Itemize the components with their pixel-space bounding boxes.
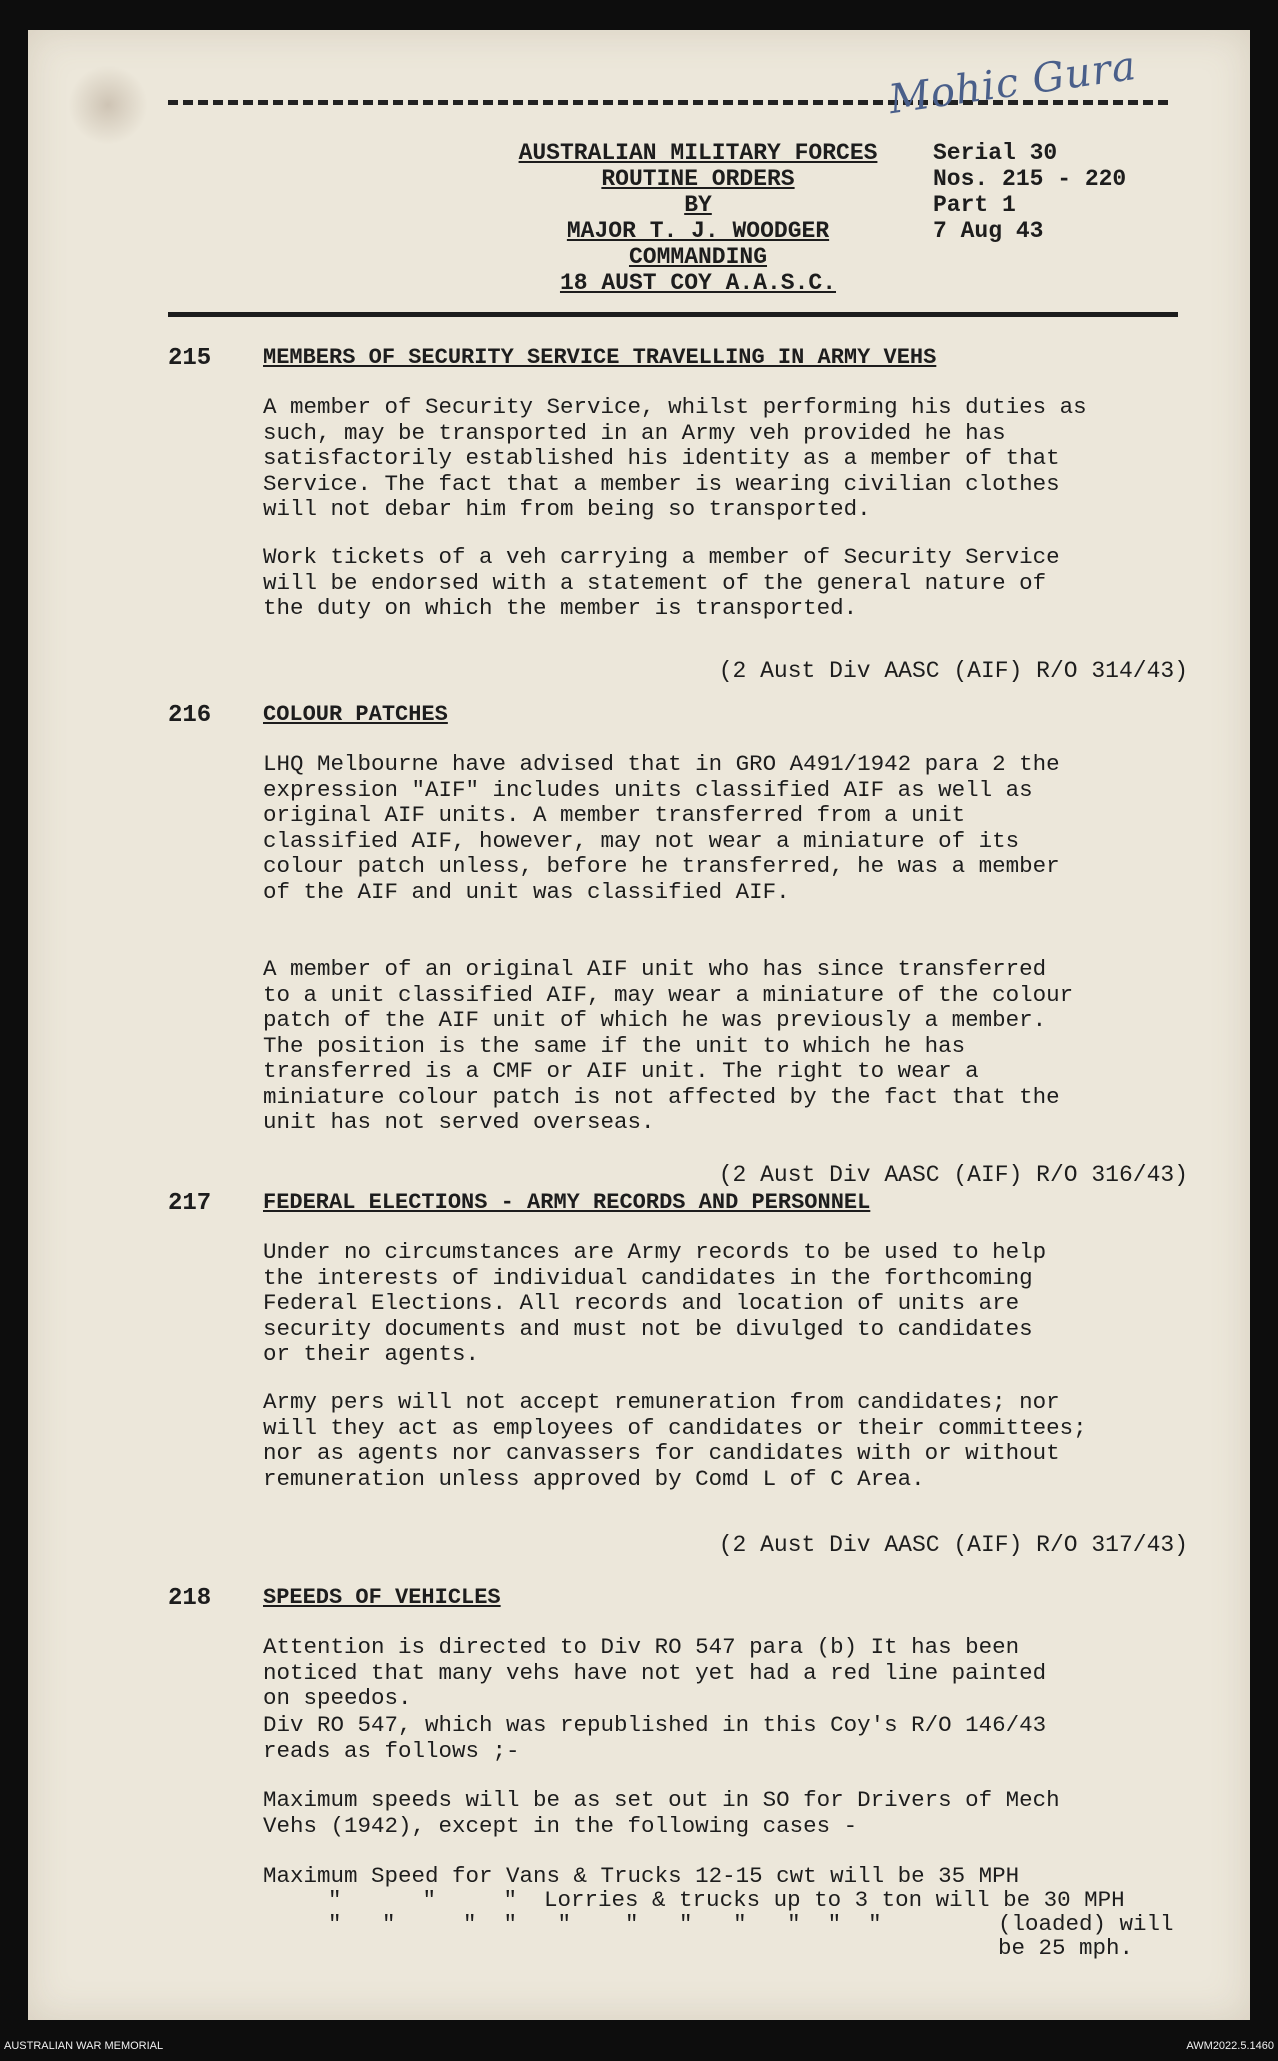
handwritten-note: Mohic Gura xyxy=(886,42,1140,124)
header-line: BY xyxy=(684,192,712,218)
header-line: COMMANDING xyxy=(628,244,768,270)
serial-block xyxy=(933,140,1126,244)
order-header xyxy=(468,140,928,296)
section-paragraph: Attention is directed to Div RO 547 para (b) It has been noticed that many vehs have not yet had a red line painted on speedos. xyxy=(263,1634,1047,1711)
section-reference: (2 Aust Div AASC (AIF) R/O 317/43) xyxy=(718,1532,1188,1558)
order-numbers: Nos. 215 - 220 xyxy=(933,166,1127,192)
speed-line: " " " Lorries & trucks up to 3 ton will be 30 MPH xyxy=(328,1887,1125,1913)
section-heading: SPEEDS OF VEHICLES xyxy=(263,1585,501,1610)
section-heading: COLOUR PATCHES xyxy=(263,702,448,727)
section-number: 217 xyxy=(168,1190,212,1217)
section-number: 216 xyxy=(168,702,212,729)
section-paragraph: Army pers will not accept remuneration from candidates; nor will they act as employees of candidates or their committees; nor as agents nor canvassers for candidates with or without remuneration unless approved by Comd L of C Area. xyxy=(263,1389,1087,1492)
section-paragraph: LHQ Melbourne have advised that in GRO A491/1942 para 2 the expression "AIF" includes units classified AIF as well as original AIF units. A member transferred from a unit classified AIF, however, may not wear a miniature of its colour patch unless, before he transferred, he was a member of the AIF and unit was classified AIF. xyxy=(263,751,1060,905)
punch-hole-mark xyxy=(68,65,148,145)
section-reference: (2 Aust Div AASC (AIF) R/O 316/43) xyxy=(718,1162,1188,1188)
speed-line: Maximum Speed for Vans & Trucks 12-15 cwt will be 35 MPH xyxy=(263,1863,1020,1889)
serial-number: Serial 30 xyxy=(933,140,1058,166)
section-paragraph: Work tickets of a veh carrying a member of Security Service will be endorsed with a statement of the general nature of the duty on which the member is transported. xyxy=(263,544,1060,621)
section-heading: MEMBERS OF SECURITY SERVICE TRAVELLING IN ARMY VEHS xyxy=(263,345,937,370)
header-line: 18 AUST COY A.A.S.C. xyxy=(559,270,837,296)
header-rule xyxy=(168,312,1178,317)
footer-left: AUSTRALIAN WAR MEMORIAL xyxy=(4,2040,164,2052)
ditto-marks: " " " " " " " " " " " xyxy=(328,1911,882,1937)
header-line: MAJOR T. J. WOODGER xyxy=(566,218,830,244)
section-number: 218 xyxy=(168,1585,212,1612)
section-paragraph: A member of Security Service, whilst performing his duties as such, may be transported in an Army veh provided he has satisfactorily established his identity as a member of that Service. The fact that a member is wearing civilian clothes will not debar him from being so transported. xyxy=(263,394,1087,522)
section-paragraph: Under no circumstances are Army records to be used to help the interests of individual candidates in the forthcoming Federal Elections. All records and location of units are security documents and must not be divulged to candidates or their agents. xyxy=(263,1239,1047,1367)
document-page xyxy=(28,30,1250,2020)
section-heading: FEDERAL ELECTIONS - ARMY RECORDS AND PERSONNEL xyxy=(263,1190,871,1215)
section-number: 215 xyxy=(168,345,212,372)
speed-line: (loaded) will xyxy=(998,1911,1174,1937)
order-date: 7 Aug 43 xyxy=(933,218,1044,244)
section-reference: (2 Aust Div AASC (AIF) R/O 314/43) xyxy=(718,658,1188,684)
part-number: Part 1 xyxy=(933,192,1016,218)
header-line: ROUTINE ORDERS xyxy=(601,166,795,192)
header-line: AUSTRALIAN MILITARY FORCES xyxy=(518,140,878,166)
section-paragraph: Maximum speeds will be as set out in SO for Drivers of Mech Vehs (1942), except in the following cases - xyxy=(263,1787,1060,1839)
section-paragraph: A member of an original AIF unit who has since transferred to a unit classified AIF, may wear a miniature of the colour patch of the AIF unit of which he was previously a member. The position is the same if the unit to which he has transferred is a CMF or AIF unit. The right to wear a miniature colour patch is not affected by the fact that the unit has not served overseas. xyxy=(263,956,1074,1135)
speed-line: be 25 mph. xyxy=(998,1935,1134,1961)
footer-right: AWM2022.5.1460 xyxy=(1186,2040,1274,2052)
section-paragraph: Div RO 547, which was republished in this Coy's R/O 146/43 reads as follows ;- xyxy=(263,1712,1047,1764)
